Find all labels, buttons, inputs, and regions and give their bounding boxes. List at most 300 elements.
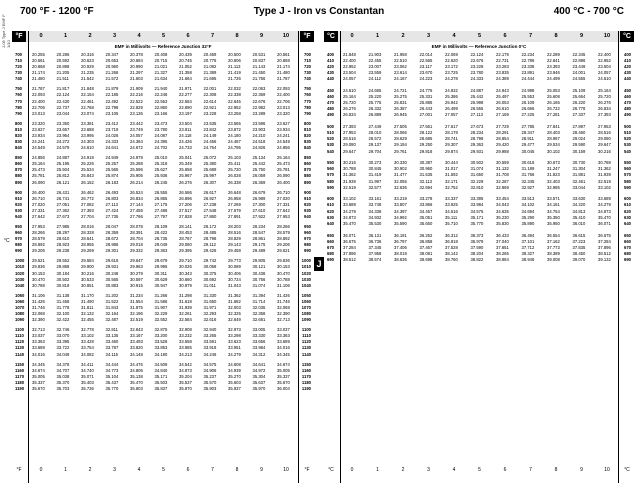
emf-cell: 38.142 (445, 250, 458, 256)
emf-cell: 30.444 (445, 160, 458, 166)
emf-cell: 34.476 (130, 361, 143, 367)
emf-cell: 21.358 (179, 70, 192, 76)
emf-cell: 29.874 (445, 148, 458, 154)
row-temperature-right: 410 (624, 58, 631, 64)
emf-cell: 27.300 (252, 201, 266, 207)
emf-cell: 25.720 (343, 100, 356, 106)
emf-cell: 35.890 (521, 220, 535, 226)
row-temperature: 690 (327, 256, 334, 262)
celsius-table (324, 31, 634, 483)
emf-cell: 24.278 (445, 76, 458, 82)
emf-cell: 21.021 (154, 64, 168, 70)
emf-cell: 34.740 (81, 367, 94, 373)
emf-cell: 34.345 (277, 351, 290, 357)
emf-cell: 23.136 (130, 110, 143, 116)
column-header: 10 (282, 33, 290, 39)
row-temperature: 470 (327, 100, 334, 106)
emf-cell: 37.406 (394, 244, 407, 250)
emf-cell: 27.673 (56, 213, 70, 219)
emf-cell: 22.369 (252, 92, 266, 98)
emf-cell: 32.519 (598, 178, 611, 184)
emf-cell: 34.220 (572, 202, 586, 208)
emf-cell: 21.174 (277, 64, 290, 70)
row-temperature: 400 (327, 52, 334, 57)
emf-cell: 35.803 (130, 385, 143, 391)
emf-cell: 30.216 (343, 160, 356, 166)
row-temperature-right: 540 (624, 148, 631, 154)
emf-cell: 32.132 (81, 311, 94, 317)
row-group (324, 88, 634, 118)
emf-cell: 32.519 (130, 317, 143, 323)
emf-cell: 28.297 (56, 230, 70, 236)
emf-cell: 32.403 (547, 178, 560, 184)
emf-cell: 32.713 (32, 327, 45, 333)
emf-cell: 25.608 (547, 94, 560, 100)
row-group (12, 155, 314, 185)
emf-cell: 30.153 (32, 270, 45, 276)
emf-cell: 30.089 (228, 264, 241, 270)
row-temperature-right: 520 (624, 136, 631, 142)
emf-cell: 25.380 (203, 161, 217, 167)
unit-label-left: °F (12, 31, 26, 42)
emf-cell: 21.958 (394, 52, 407, 57)
emf-cell: 32.113 (419, 178, 432, 184)
emf-cell: 38.822 (470, 256, 484, 262)
emf-cell: 20.561 (32, 58, 45, 64)
emf-cell: 36.010 (572, 220, 586, 226)
emf-cell: 26.679 (252, 189, 266, 195)
emf-cell: 31.650 (203, 298, 217, 304)
unit-label-right: °C (620, 31, 634, 42)
emf-cell: 29.710 (179, 258, 192, 264)
emf-cell: 32.584 (179, 317, 192, 323)
column-header: 6 (503, 33, 507, 39)
emf-cell: 23.504 (598, 64, 611, 70)
emf-cell: 28.579 (277, 230, 290, 236)
emf-cell: 31.618 (179, 298, 192, 304)
row-temperature-right: 870 (304, 167, 311, 173)
emf-cell: 32.100 (56, 311, 70, 317)
emf-cell: 25.164 (32, 161, 45, 167)
emf-cell: 29.931 (470, 148, 484, 154)
emf-cell: 35.104 (105, 373, 119, 379)
emf-cell: 24.826 (252, 145, 266, 151)
emf-cell: 33.984 (252, 345, 266, 351)
row-temperature: 880 (15, 173, 22, 179)
column-header: 5 (477, 33, 482, 39)
emf-cell: 22.829 (130, 104, 143, 110)
emf-cell: 23.535 (203, 120, 217, 126)
emf-cell: 34.115 (105, 351, 118, 357)
emf-cell: 37.467 (419, 244, 433, 250)
emf-cell: 29.458 (228, 248, 241, 254)
emf-cell: 33.748 (368, 202, 382, 208)
emf-cell: 27.020 (277, 195, 290, 201)
row-temperature-right: 640 (624, 220, 631, 226)
emf-cell: 34.246 (203, 351, 217, 357)
row-group (12, 52, 314, 82)
emf-cell: 30.121 (252, 264, 266, 270)
emf-cell: 31.939 (343, 178, 356, 184)
emf-cell: 25.565 (105, 167, 119, 173)
row-temperature-right: 460 (624, 94, 631, 100)
emf-cell: 22.676 (470, 58, 484, 64)
emf-cell: 38.574 (368, 256, 382, 262)
emf-cell: 38.512 (598, 250, 611, 256)
table-row (324, 257, 634, 263)
row-temperature-right: 600 (624, 196, 631, 202)
emf-cell: 22.032 (228, 86, 241, 92)
emf-cell: 29.988 (496, 148, 509, 154)
emf-cell: 22.069 (445, 52, 458, 57)
emf-cell: 25.072 (203, 155, 217, 161)
emf-cell: 32.164 (105, 311, 119, 317)
emf-cell: 36.494 (521, 232, 535, 238)
emf-cell: 24.943 (496, 88, 509, 94)
emf-cell: 23.320 (277, 110, 290, 116)
emf-cell: 35.005 (32, 373, 45, 379)
row-temperature-right: 890 (304, 179, 311, 185)
emf-cell: 22.154 (81, 92, 94, 98)
emf-cell: 29.647 (598, 142, 611, 148)
emf-cell: 25.831 (394, 100, 407, 106)
emf-cell: 25.720 (598, 94, 611, 100)
emf-cell: 30.616 (521, 160, 535, 166)
emf-cell: 34.509 (154, 361, 168, 367)
emf-cell: 28.047 (105, 224, 119, 229)
emf-cell: 35.171 (154, 373, 168, 379)
emf-cell: 30.819 (56, 282, 70, 288)
emf-cell: 27.238 (203, 201, 217, 207)
emf-cell: 34.932 (368, 214, 382, 220)
row-temperature: 810 (15, 126, 22, 132)
emf-cell: 35.937 (228, 385, 241, 391)
emf-cell: 27.169 (496, 112, 509, 118)
emf-cell: 32.068 (277, 304, 290, 310)
emf-cell: 36.797 (394, 238, 407, 244)
emf-cell: 31.394 (252, 292, 266, 298)
column-header: 9 (259, 33, 264, 39)
emf-cell: 29.679 (154, 258, 168, 264)
emf-cell: 24.887 (56, 155, 70, 161)
footer-column-number: 8 (235, 467, 239, 473)
emf-cell: 31.746 (277, 298, 290, 304)
emf-cell: 29.521 (277, 248, 290, 254)
emf-cell: 26.493 (105, 189, 119, 195)
emf-cell: 31.714 (252, 298, 266, 304)
emf-cell: 27.206 (179, 201, 192, 207)
emf-cell: 26.152 (81, 179, 94, 185)
emf-cell: 21.511 (56, 76, 69, 82)
emf-cell: 26.338 (228, 179, 241, 185)
emf-cell: 28.861 (252, 236, 266, 242)
emf-cell: 26.945 (394, 112, 407, 118)
emf-cell: 25.041 (179, 155, 192, 161)
row-temperature: 500 (327, 124, 334, 130)
emf-cell: 29.024 (572, 136, 586, 142)
row-temperature: 420 (327, 64, 334, 70)
row-temperature-right: 430 (624, 70, 631, 76)
emf-cell: 26.499 (445, 106, 458, 112)
emf-cell: 29.836 (32, 264, 45, 270)
row-temperature-right: 820 (304, 132, 311, 138)
emf-cell: 23.657 (56, 126, 70, 132)
emf-cell: 27.953 (343, 130, 356, 136)
emf-cell: 23.688 (81, 126, 94, 132)
emf-cell: 28.829 (228, 236, 241, 242)
emf-cell: 25.750 (252, 167, 266, 173)
row-temperature-right: 840 (304, 145, 311, 151)
emf-cell: 24.949 (105, 155, 119, 161)
emf-cell: 32.461 (572, 178, 586, 184)
emf-cell: 29.616 (105, 258, 119, 264)
emf-cell: 33.689 (32, 345, 45, 351)
emf-cell: 26.059 (252, 173, 266, 179)
emf-cell: 32.636 (394, 184, 407, 190)
emf-cell: 27.828 (179, 213, 192, 219)
emf-cell: 21.726 (228, 76, 241, 82)
emf-cell: 35.590 (394, 220, 407, 226)
emf-cell: 32.229 (154, 311, 168, 317)
emf-cell: 38.081 (419, 250, 433, 256)
emf-cell: 22.093 (277, 86, 290, 92)
emf-cell: 32.869 (496, 184, 509, 190)
emf-cell: 26.245 (154, 179, 168, 185)
row-temperature-right: 420 (624, 64, 631, 70)
emf-cell: 29.647 (343, 148, 356, 154)
emf-cell: 24.610 (598, 76, 611, 82)
emf-cell: 21.903 (368, 52, 382, 57)
emf-cell: 22.185 (105, 92, 119, 98)
row-temperature-right: 780 (304, 104, 311, 110)
emf-cell: 21.480 (277, 70, 290, 76)
emf-cell: 25.775 (368, 100, 382, 106)
emf-cell: 33.866 (419, 202, 433, 208)
emf-cell: 26.865 (154, 195, 168, 201)
emf-cell: 29.332 (130, 248, 143, 254)
emf-cell: 33.689 (343, 202, 356, 208)
emf-cell: 28.610 (56, 236, 70, 242)
emf-cell: 27.985 (56, 224, 70, 229)
emf-cell: 33.298 (228, 333, 241, 339)
column-header: 4 (137, 33, 141, 39)
emf-cell: 20.684 (130, 58, 143, 64)
emf-cell: 30.026 (179, 264, 192, 270)
emf-cell: 28.453 (179, 230, 192, 236)
emf-cell: 25.627 (154, 167, 168, 173)
emf-cell: 26.443 (419, 106, 433, 112)
emf-cell: 22.510 (394, 58, 407, 64)
row-temperature: 970 (15, 236, 22, 242)
emf-cell: 27.797 (154, 213, 168, 219)
emf-cell: 31.823 (547, 172, 560, 178)
emf-cell: 27.505 (394, 124, 407, 130)
emf-cell: 32.293 (203, 311, 217, 317)
emf-cell: 29.395 (179, 248, 192, 254)
emf-cell: 33.363 (32, 339, 45, 345)
column-header: 2 (401, 33, 405, 39)
emf-cell: 38.760 (445, 256, 458, 262)
emf-cell: 23.835 (496, 70, 509, 76)
emf-cell: 25.596 (130, 167, 143, 173)
emf-cell: 32.746 (56, 327, 70, 333)
emf-cell: 25.195 (56, 161, 70, 167)
emf-cell: 21.450 (252, 70, 266, 76)
row-temperature: 660 (327, 238, 334, 244)
emf-cell: 29.269 (81, 248, 94, 254)
emf-cell: 25.553 (521, 94, 535, 100)
column-header: 4 (452, 33, 456, 39)
emf-cell: 26.165 (547, 100, 560, 106)
emf-cell: 20.868 (32, 64, 45, 70)
emf-cell: 22.308 (203, 92, 217, 98)
emf-cell: 24.118 (179, 132, 192, 138)
emf-cell: 23.934 (277, 126, 290, 132)
row-temperature: 480 (327, 106, 334, 112)
emf-cell: 21.848 (343, 52, 356, 57)
emf-cell: 26.276 (179, 179, 192, 185)
row-temperature-right: 1150 (301, 361, 311, 367)
emf-cell: 23.166 (154, 110, 168, 116)
emf-cell: 29.112 (203, 242, 216, 248)
emf-cell: 29.704 (368, 148, 382, 154)
emf-cell: 32.713 (277, 317, 290, 323)
emf-cell: 20.990 (130, 64, 143, 70)
emf-cell: 34.279 (343, 208, 356, 214)
emf-cell: 35.470 (598, 214, 611, 220)
emf-cell: 33.037 (277, 327, 290, 333)
type-title: Type J - Iron vs Constantan (253, 6, 385, 17)
row-temperature-right: 680 (624, 250, 631, 256)
row-temperature: 1150 (15, 361, 25, 367)
emf-cell: 36.004 (277, 385, 290, 391)
emf-cell: 30.502 (56, 276, 70, 282)
emf-cell: 30.273 (368, 160, 382, 166)
emf-cell: 36.373 (470, 232, 484, 238)
emf-cell: 35.710 (445, 220, 458, 226)
emf-cell: 23.749 (130, 126, 143, 132)
emf-cell: 31.490 (81, 298, 94, 304)
emf-cell: 36.675 (598, 232, 611, 238)
row-temperature-right: 1030 (301, 276, 311, 282)
emf-cell: 34.312 (252, 351, 266, 357)
emf-cell: 23.412 (105, 120, 119, 126)
row-temperature-right: 500 (624, 124, 631, 130)
emf-cell: 29.868 (56, 264, 70, 270)
emf-cell: 25.942 (445, 100, 458, 106)
row-temperature-right: 900 (304, 189, 311, 195)
emf-cell: 29.584 (81, 258, 94, 264)
emf-cell: 26.307 (203, 179, 217, 185)
emf-cell: 24.549 (277, 139, 290, 145)
emf-cell: 27.393 (81, 207, 94, 213)
emf-cell: 20.378 (130, 52, 143, 57)
emf-cell: 33.395 (470, 196, 484, 202)
emf-cell: 32.552 (154, 317, 168, 323)
emf-cell: 24.364 (130, 139, 143, 145)
row-temperature: 520 (327, 136, 334, 142)
row-temperature-right: 880 (304, 173, 311, 179)
emf-cell: 28.460 (572, 130, 586, 136)
row-temperature: 560 (327, 166, 334, 172)
row-group (12, 327, 314, 357)
emf-cell: 29.521 (32, 258, 45, 264)
emf-cell: 32.422 (56, 317, 70, 323)
emf-cell: 36.252 (419, 232, 433, 238)
emf-cell: 24.057 (343, 76, 356, 82)
emf-cell: 34.939 (228, 367, 241, 373)
emf-cell: 26.369 (252, 179, 266, 185)
emf-cell: 32.455 (81, 317, 94, 323)
emf-cell: 20.561 (277, 52, 290, 57)
emf-cell: 35.770 (105, 385, 119, 391)
row-temperature-right: 490 (624, 112, 631, 118)
row-temperature-right: 970 (304, 236, 311, 242)
emf-cell: 24.887 (470, 88, 484, 94)
column-header-row (12, 31, 314, 42)
emf-cell: 33.265 (203, 333, 217, 339)
emf-cell: 28.422 (154, 230, 168, 236)
emf-cell: 33.623 (228, 339, 241, 345)
row-group (12, 190, 314, 220)
emf-cell: 37.590 (470, 244, 484, 250)
emf-cell: 21.971 (179, 86, 192, 92)
emf-cell: 29.175 (252, 242, 266, 248)
emf-cell: 35.111 (445, 214, 458, 220)
row-temperature: 540 (327, 148, 334, 154)
row-temperature-right: 550 (624, 160, 631, 166)
emf-cell: 26.617 (203, 189, 217, 195)
emf-cell: 24.057 (130, 132, 143, 138)
emf-cell: 22.234 (521, 52, 535, 57)
emf-cell: 31.106 (277, 282, 290, 288)
emf-cell: 33.363 (277, 333, 290, 339)
emf-cell: 26.276 (343, 106, 356, 112)
emf-cell: 24.272 (56, 139, 70, 145)
emf-cell: 34.279 (228, 351, 241, 357)
emf-cell: 23.117 (419, 64, 432, 70)
emf-cell: 23.934 (32, 132, 45, 138)
emf-cell: 32.843 (130, 327, 143, 333)
emf-cell: 27.860 (203, 213, 217, 219)
emf-cell: 22.289 (547, 52, 560, 57)
emf-cell: 34.457 (419, 208, 433, 214)
emf-cell: 31.330 (203, 292, 217, 298)
emf-cell: 34.873 (598, 208, 611, 214)
emf-cell: 26.896 (179, 195, 192, 201)
row-temperature: 720 (15, 64, 22, 70)
row-temperature: 680 (327, 250, 334, 256)
row-temperature-right: 1090 (301, 317, 311, 323)
emf-cell: 20.469 (203, 52, 217, 57)
emf-cell: 33.337 (445, 196, 458, 202)
emf-cell: 23.381 (81, 120, 94, 126)
emf-cell: 20.653 (105, 58, 119, 64)
emf-cell: 31.881 (572, 172, 586, 178)
emf-cell: 35.670 (32, 385, 45, 391)
row-temperature-right: 650 (624, 232, 631, 238)
emf-cell: 26.462 (81, 189, 94, 195)
emf-cell: 30.216 (598, 148, 611, 154)
emf-cell: 22.565 (419, 58, 433, 64)
emf-cell: 21.480 (32, 76, 45, 82)
emf-cell: 25.998 (470, 100, 484, 106)
emf-cell: 28.172 (203, 224, 217, 229)
emf-cell: 33.454 (496, 196, 509, 202)
emf-cell: 24.001 (572, 70, 586, 76)
emf-cell: 31.426 (277, 292, 290, 298)
emf-cell: 21.542 (81, 76, 94, 82)
